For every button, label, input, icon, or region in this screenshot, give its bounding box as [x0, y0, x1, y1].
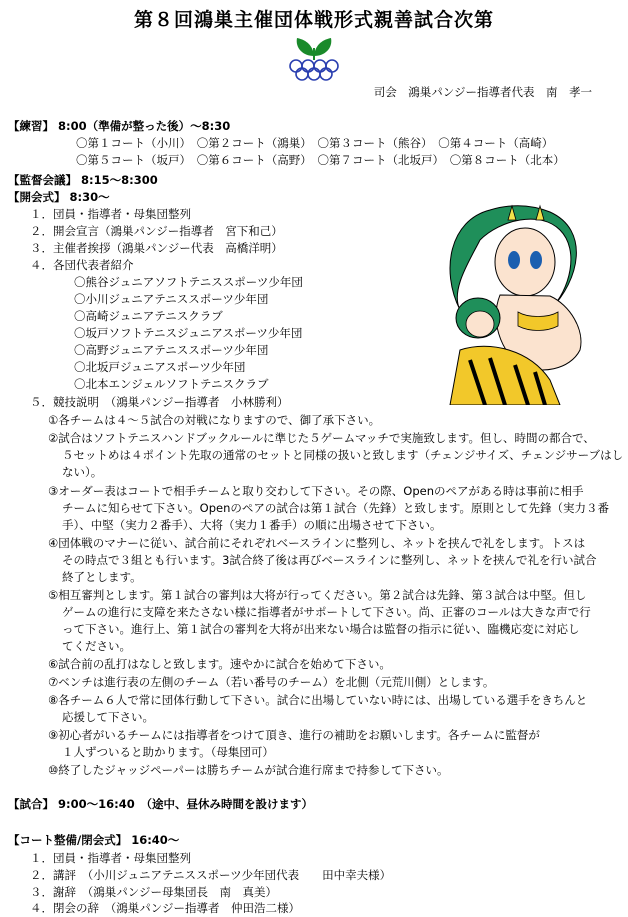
courts-row-1: 〇第１コート（小川） 〇第２コート（鴻巣） 〇第３コート（熊谷） 〇第４コート（高崎）: [76, 136, 554, 150]
rule-line: その時点で３組とも行います。3試合終了後は再びベースラインに整列し、ネットを挟んで礼を行い試合: [62, 553, 597, 567]
team-item: 〇熊谷ジュニアソフトテニススポーツ少年団: [74, 275, 303, 289]
team-item: 〇高崎ジュニアテニスクラブ: [74, 309, 223, 323]
rule-line: ⑥試合前の乱打はなしと致します。速やかに試合を始めて下さい。: [48, 657, 391, 671]
rule-line: ない）。: [62, 465, 103, 479]
team-item: 〇小川ジュニアテニススポーツ少年団: [74, 292, 269, 306]
rule-line: てください。: [62, 639, 131, 653]
rule-line: ⑤相互審判とします。第１試合の審判は大将が行ってください。第２試合は先鋒、第３試合は中堅。但し: [48, 588, 587, 602]
rule-line: って下さい。進行上、第１試合の審判を大将が出来ない場合は監督の指示に従い、臨機応変に対応し: [62, 622, 580, 636]
practice-header: 【練習】 8:00（準備が整った後）～8:30: [8, 119, 231, 133]
team-item: 〇坂戸ソフトテニスジュニアスポーツ少年団: [74, 326, 303, 340]
opening-item: ４．各団代表者紹介: [30, 258, 134, 272]
rule-line: ②試合はソフトテニスハンドブックルールに準じた５ゲームマッチで実施致します。但し、時間の都合で、: [48, 431, 595, 445]
team-item: 〇高野ジュニアテニススポーツ少年団: [74, 343, 269, 357]
closing-item: ２．講評 （小川ジュニアテニススポーツ少年団代表 田中幸夫様）: [30, 868, 392, 882]
team-item: 〇北本エンジェルソフトテニスクラブ: [74, 377, 269, 391]
team-item: 〇北坂戸ジュニアスポーツ少年団: [74, 360, 246, 374]
opening-item: ５．競技説明 （鴻巣パンジー指導者 小林勝利）: [30, 395, 289, 409]
rule-line: ⑧各チーム６人で常に団体行動して下さい。試合に出場していない時には、出場している選手をきちんと: [48, 693, 588, 707]
rule-line: １人ずついると助かります。（母集団可）: [62, 745, 274, 759]
opening-item: １．団員・指導者・母集団整列: [30, 207, 191, 221]
closing-item: ４．閉会の辞 （鴻巣パンジー指導者 仲田浩二様）: [30, 901, 300, 915]
host-line: 司会 鴻巣パンジー指導者代表 南 孝一: [373, 85, 592, 99]
opening-item: ２．開会宣言（鴻巣パンジー指導者 宮下和己）: [30, 224, 283, 238]
rule-line: ゲームの進行に支障を来たさない様に指導者がサポートして下さい。尚、正審のコールは大きな声で行: [62, 605, 591, 619]
closing-item: １．団員・指導者・母集団整列: [30, 851, 191, 865]
closing-item: ３．謝辞 （鴻巣パンジー母集団長 南 真美）: [30, 885, 277, 899]
rule-line: ⑦ベンチは進行表の左側のチーム（若い番号のチーム）を北側（元荒川側）とします。: [48, 675, 495, 689]
club-logo: [283, 34, 345, 82]
rule-line: チームに知らせて下さい。Openのペアの試合は第１試合（先鋒）と致します。原則として先鋒（実力３番: [62, 501, 609, 515]
rule-line: ⑩終了したジャッジペーパーは勝ちチームが試合進行席まで持参して下さい。: [48, 763, 449, 777]
character-illustration: [430, 200, 600, 405]
rule-line: 手）、中堅（実力２番手）、大将（実力１番手）の順に出場させて下さい。: [62, 518, 442, 532]
opening-item: ３．主催者挨拶（鴻巣パンジー代表 高橋洋明）: [30, 241, 283, 255]
matches-header: 【試合】 9:00～16:40 （途中、昼休み時間を設けます）: [8, 797, 313, 811]
rule-line: ③オーダー表はコートで相手チームと取り交わして下さい。その際、Openのペアがある時は事前に相手: [48, 484, 584, 498]
opening-header: 【開会式】 8:30～: [8, 190, 110, 204]
rule-line: ④団体戦のマナーに従い、試合前にそれぞれベースラインに整列し、ネットを挟んで礼をします。トスは: [48, 536, 586, 550]
closing-header: 【コート整備/閉会式】 16:40～: [8, 833, 180, 847]
supervisor-meeting-header: 【監督会議】 8:15～8:300: [8, 173, 158, 187]
courts-row-2: 〇第５コート（坂戸） 〇第６コート（高野） 〇第７コート（北坂戸） 〇第８コート（北本）: [76, 153, 565, 167]
leaf-icon: [297, 38, 314, 56]
rule-line: 応援して下さい。: [62, 710, 154, 724]
rule-line: ①各チームは４～５試合の対戦になりますので、御了承下さい。: [48, 413, 381, 427]
page-title: 第８回鴻巣主催団体戦形式親善試合次第: [133, 9, 494, 31]
rule-line: ⑨初心者がいるチームには指導者をつけて頂き、進行の補助をお願いします。各チームに監督が: [48, 728, 540, 742]
rule-line: ５セットめは４ポイント先取の通常のセットと同様の扱いと致します（チェンジサイズ、チェンジサーブはし: [62, 448, 624, 462]
rule-line: 終了とします。: [62, 570, 142, 584]
